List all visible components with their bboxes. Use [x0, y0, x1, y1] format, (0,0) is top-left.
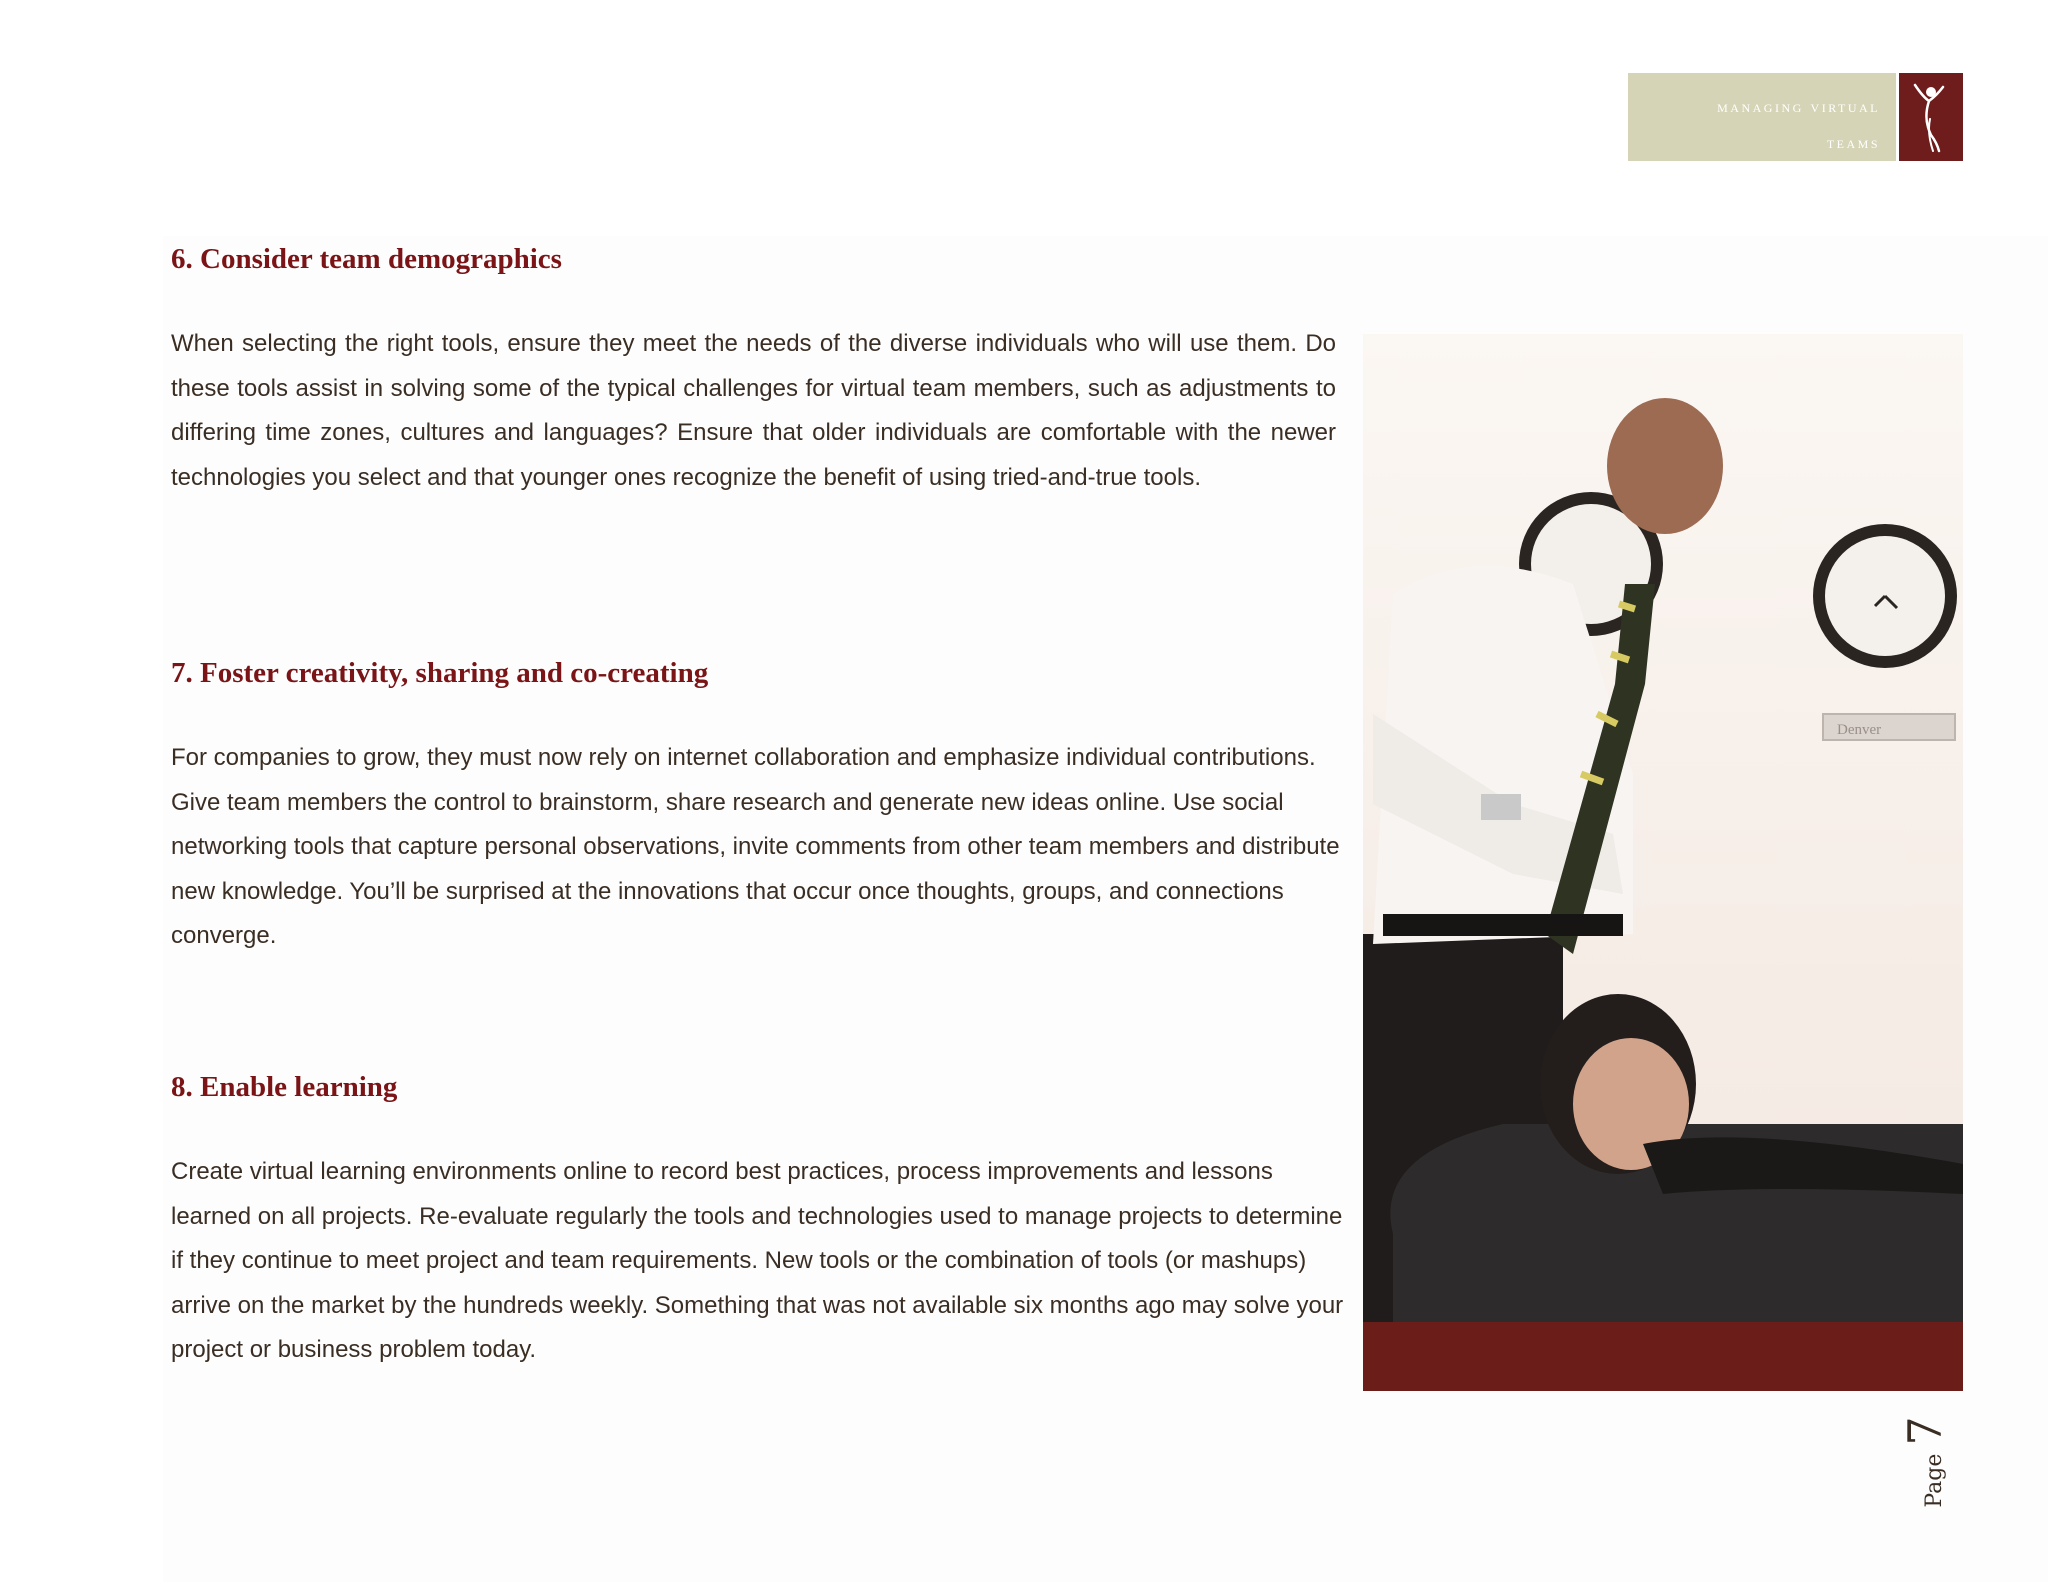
page-number-value: 7	[1898, 1416, 1952, 1446]
page-label: Page	[1922, 1453, 1947, 1508]
office-photo	[1363, 334, 1963, 1322]
header-title-line-2: teams	[1826, 133, 1880, 152]
header-logo	[1899, 73, 1963, 161]
right-clock-icon	[1813, 524, 1957, 668]
office-photo-illustration	[1363, 334, 1963, 1322]
document-header	[1628, 73, 1963, 161]
section-body-learning: Create virtual learning environments online to record best practices, process improvements and lessons learned on all projects. Re-evaluate regularly the tools and technologies used to manage projects to determine if they continue to meet project and team requirements. New tools or the combination of tools (or mashups) arrive on the market by the hundreds weekly. Something that was not available six months ago may solve your project or business problem today.	[171, 1158, 1344, 1363]
clock-label: Denver	[1837, 722, 1882, 738]
section-body-demographics: When selecting the right tools, ensure they meet the needs of the diverse individuals who will use them. Do these tools assist in solving some of the typical challenges for virtual team members, such as adjustments to differing time zones, cultures and languages? Ensure that older individuals are comfortable with the newer technologies you select and that younger ones recognize the benefit of using tried-and-true tools.	[171, 330, 1336, 491]
stick-figure-logo-icon	[1907, 79, 1955, 155]
page-number-text	[1898, 1416, 1952, 1507]
section-heading-learning: 8. Enable learning	[171, 1071, 398, 1103]
photo-caption-bar	[1363, 1322, 1963, 1391]
header-title-box	[1628, 73, 1896, 161]
page-number	[1895, 1412, 1955, 1512]
header-title-line-1: managing virtual	[1717, 97, 1880, 116]
section-heading-demographics: 6. Consider team demographics	[171, 243, 562, 275]
section-heading-creativity: 7. Foster creativity, sharing and co-creating	[171, 657, 709, 689]
section-body-creativity: For companies to grow, they must now rely on internet collaboration and emphasize individual contributions. Give team members the control to brainstorm, share research and generate new ideas online. Use social networking tools that capture personal observations, invite comments from other team members and distribute new knowledge. You’ll be surprised at the innovations that occur once thoughts, groups, and connections converge.	[171, 744, 1340, 949]
